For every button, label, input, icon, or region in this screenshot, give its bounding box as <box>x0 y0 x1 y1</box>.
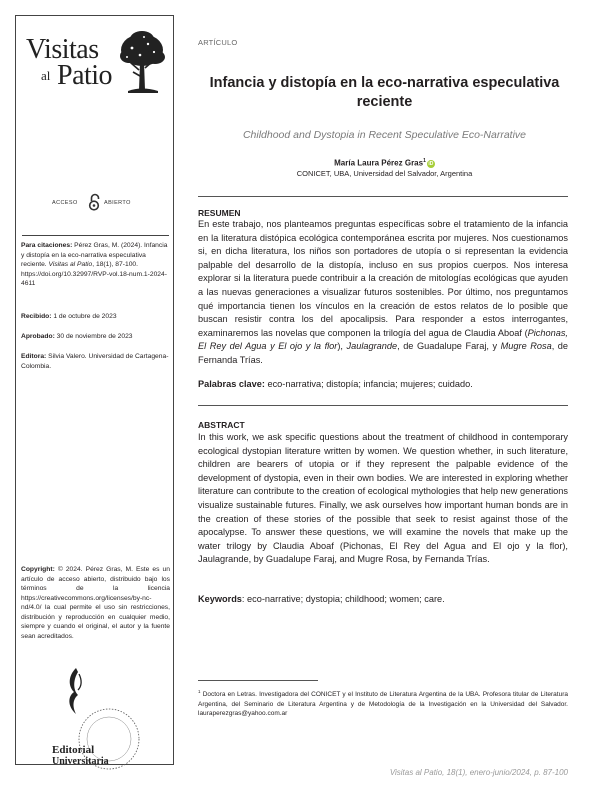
sidebar-divider <box>22 235 169 236</box>
received-date <box>21 312 170 322</box>
resumen-heading: RESUMEN <box>198 208 241 218</box>
open-access-label-right: ABIERTO <box>104 200 131 206</box>
abstract-keywords-label: Keywords <box>198 594 242 604</box>
citation-block <box>21 241 170 289</box>
resumen-text-1: En este trabajo, nos planteamos preguntas específicas sobre el tratamiento de la infancia en la literatura distópica ecológica contemporánea escrita por mujeres. Nos cuestionamos si, en dicha literatura, los niños son portadores de utopía o si representan la evidencia palpable del desarrollo de la distopía, incluso en sus propios cuerpos. Nos interesa explorar si la literatura puede contribuir a la creación de mitologías ecológicas que ayuden a las nuevas generaciones a visualizar futuros sostenibles. Por último, nos preguntamos qué importancia tienen los vínculos en la creación de estos relatos de lo posible que buscan resistir contra los del apocalipsis. Para responder a estos interrogantes, examinaremos las novelas que componen la trilogía del agua de Claudia Aboaf ( <box>198 219 568 338</box>
abstract-heading: ABSTRACT <box>198 420 245 430</box>
resumen-text-4: , de Fernanda Trías. <box>198 341 569 365</box>
divider-middle <box>198 405 568 406</box>
article-subtitle: Childhood and Dystopia in Recent Speculative Eco-Narrative <box>242 129 527 141</box>
approved-date <box>21 332 170 342</box>
logo-word-patio: Patio <box>57 60 113 91</box>
citation-journal: Visitas al Patio <box>48 261 93 269</box>
received-label: Recibido: <box>21 313 52 320</box>
resumen-titles-aboaf: Pichonas, El Rey del Agua y El ojo y la flor <box>198 327 568 352</box>
resumen-body <box>198 218 568 368</box>
running-footer: Visitas al Patio, 18(1), enero-junio/2024, p. 87-100 <box>389 768 568 777</box>
logo-word-visitas: Visitas <box>26 34 99 65</box>
copyright-text: © 2024. Pérez Gras, M. Este es un artículo de acceso abierto, distribuido bajo los términos de la licencia https://creativecommons.org/licenses/by-nc-nd/4.0/ la cual permite el uso sin restricciones, distribución y reproducción en cualquier medio, siempre y cuando el original, el autor y la fuente sean acreditados. <box>21 566 170 640</box>
open-access-label-left: ACCESO <box>52 200 78 206</box>
abstract-body: In this work, we ask specific questions about the treatment of childhood in contemporary ecological dystopian literature written by women. We question whether, in such literature, children are bearers of utopia or if they represent the palpable evidence of the development of dystopia, even in their own bodies. We are interested in exploring whether literature can contribute to the creation of ecological mythologies that help new generations visualize sustainable futures. Finally, we ask ourselves how important human bonds are in the creation of these stories of the possible that seek to resist against those of the apocalypse. To answer these questions, we will examine the novels that make up the water trilogy by Claudia Aboaf (Pichonas, El Rey del Agua and El ojo y la flor), Jaulagrande, by Guadalupe Faraj, and Mugre Rosa, by Fernanda Trías. <box>198 432 568 565</box>
citation-text: Pérez Gras, M. (2024). Infancia y distopía en la eco-narrativa especulativa reciente. <box>21 242 168 269</box>
abstract-keywords <box>198 594 568 604</box>
editor-label: Editora: <box>21 353 47 360</box>
article-title: Infancia y distopía en la eco-narrativa especulativa reciente <box>209 75 560 110</box>
editor-value: Silvia Valero. Universidad de Cartagena-Colombia. <box>21 353 169 370</box>
resumen-title-jaulagrande: Jaulagrande <box>346 341 398 352</box>
publisher-name-editorial: Editorial <box>52 744 95 756</box>
copyright-label: Copyright: <box>21 566 55 573</box>
author-footnote <box>198 689 568 718</box>
section-label: ARTÍCULO <box>198 38 238 47</box>
editor-info <box>21 352 170 371</box>
author-name: María Laura Pérez Gras <box>334 158 424 168</box>
citation-label: Para citaciones: <box>21 242 73 249</box>
tree-icon <box>118 30 166 96</box>
author-line <box>198 158 571 168</box>
author-footnote-mark: 1 <box>423 158 426 164</box>
approved-label: Aprobado: <box>21 333 55 340</box>
logo-word-al: al <box>41 68 51 83</box>
author-affiliation: CONICET, UBA, Universidad del Salvador, Argentina <box>296 169 473 178</box>
received-value: 1 de octubre de 2023 <box>51 313 117 320</box>
publisher-name-universitaria: Universitaria <box>52 756 109 767</box>
footnote-mark: 1 <box>198 689 201 694</box>
abstract-keywords-values: : eco-narrative; dystopia; childhood; women; care. <box>241 594 445 604</box>
resumen-keywords-label: Palabras clave: <box>198 379 265 389</box>
footnote-divider <box>198 680 318 681</box>
open-access-badge[interactable] <box>52 193 152 213</box>
footnote-text: Doctora en Letras. Investigadora del CONICET y el Instituto de Literatura Argentina de la UBA. Profesora titular de Literatura Argentina, del Seminario de Literatura Argentina y de Metodología de la Investigación en la Universidad del Salvador. lauraperezgras@yahoo.com.ar <box>198 691 568 717</box>
approved-value: 30 de noviembre de 2023 <box>54 333 133 340</box>
resumen-text-3: , de Guadalupe Faraj, y <box>397 341 501 352</box>
citation-doi[interactable]: , 18(1), 87-100. https://doi.org/10.32997/RVP-vol.18-num.1-2024-4611 <box>21 261 167 288</box>
resumen-title-mugre-rosa: Mugre Rosa <box>500 341 552 352</box>
resumen-keywords-values: eco-narrativa; distopía; infancia; mujeres; cuidado. <box>264 379 473 389</box>
open-lock-icon <box>88 193 100 211</box>
copyright-notice <box>21 565 170 641</box>
sidebar-panel <box>15 15 174 765</box>
publisher-logo[interactable] <box>46 666 146 776</box>
divider-top <box>198 196 568 197</box>
resumen-keywords <box>198 379 568 389</box>
orcid-icon[interactable]: iD <box>428 160 434 167</box>
resumen-text-2: ), <box>337 341 347 352</box>
journal-logo[interactable] <box>26 26 166 98</box>
